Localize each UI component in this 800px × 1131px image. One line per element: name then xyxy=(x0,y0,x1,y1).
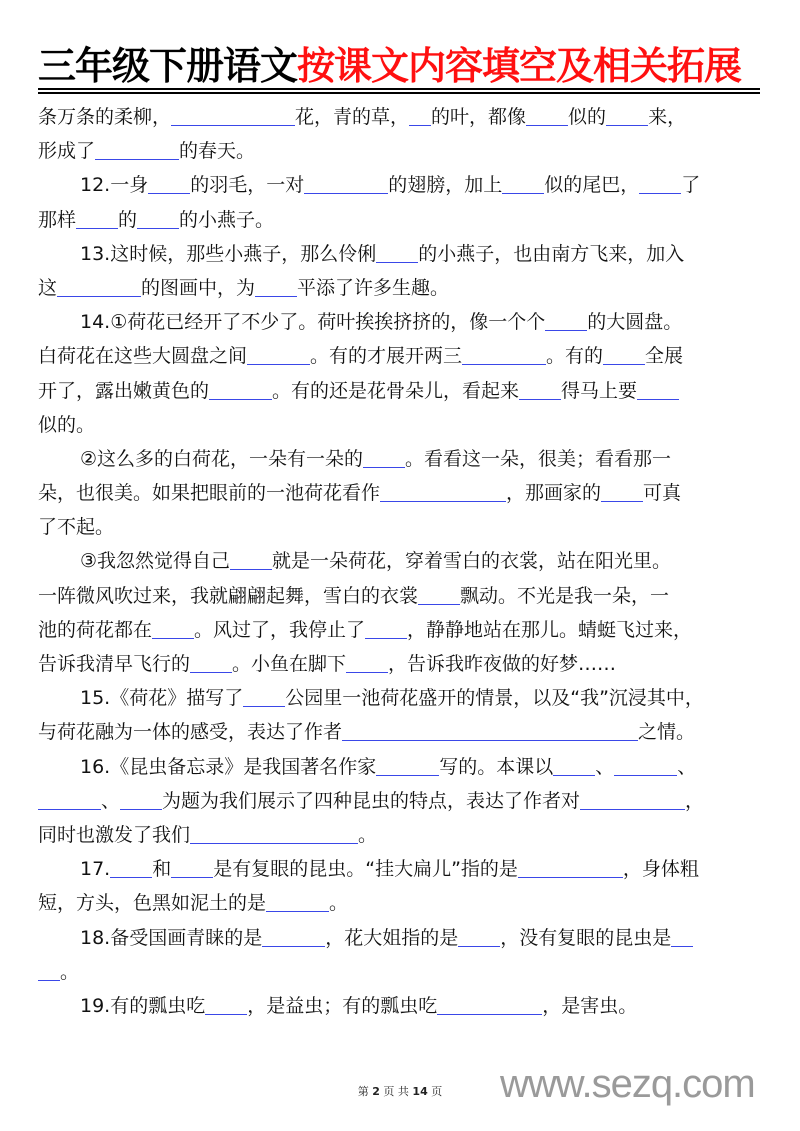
text-line xyxy=(38,168,763,202)
fill-in-blank[interactable] xyxy=(171,105,295,126)
fill-in-blank[interactable] xyxy=(209,379,272,400)
fill-in-blank[interactable] xyxy=(304,173,388,194)
line-text: 了不起。 xyxy=(38,516,115,539)
fill-in-blank[interactable] xyxy=(409,105,431,126)
line-text: 的翅膀，加上 xyxy=(388,174,503,197)
fill-in-blank[interactable] xyxy=(519,379,561,400)
line-text: ②这么多的白荷花，一朵有一朵的 xyxy=(80,447,364,470)
line-text: 形成了 xyxy=(38,140,96,163)
fill-in-blank[interactable] xyxy=(137,208,179,229)
line-text: 一阵微风吹过来，我就翩翩起舞，雪白的衣裳 xyxy=(38,584,419,607)
fill-in-blank[interactable] xyxy=(247,344,310,365)
line-text: 的图画中，为 xyxy=(141,276,256,299)
line-text: 19.有的瓢虫吃 xyxy=(80,994,206,1017)
line-text: ，没有复眼的昆虫是 xyxy=(500,926,672,949)
line-text: 的叶，都像 xyxy=(431,106,527,128)
line-text: 平添了许多生趣。 xyxy=(297,276,450,299)
line-text: 为题为我们展示了四种昆虫的特点，表达了作者对 xyxy=(162,789,581,812)
line-text: 。有的 xyxy=(546,345,604,368)
text-line xyxy=(38,544,763,578)
text-line xyxy=(38,374,763,408)
fill-in-blank[interactable] xyxy=(376,755,439,776)
text-line xyxy=(38,442,763,476)
line-text: 那样 xyxy=(38,208,77,231)
line-text: 的 xyxy=(118,208,138,231)
footer-suffix: 页 xyxy=(431,1085,443,1098)
line-text: 的羽毛，一对 xyxy=(190,174,305,197)
footer-prefix: 第 xyxy=(357,1085,369,1098)
fill-in-blank[interactable] xyxy=(110,857,152,878)
watermark: www.sezq.com xyxy=(500,1062,755,1106)
line-text: 似的尾巴， xyxy=(544,174,640,197)
line-text: 与荷花融为一体的感受，表达了作者 xyxy=(38,721,343,744)
text-line xyxy=(38,203,763,237)
line-text: 公园里一池荷花盛开的情景，以及“我”沉浸其中， xyxy=(285,687,704,710)
line-text: 的春天。 xyxy=(179,140,256,163)
fill-in-blank[interactable] xyxy=(376,242,418,263)
text-line xyxy=(38,510,763,544)
fill-in-blank[interactable] xyxy=(205,994,247,1015)
total-pages: 14 xyxy=(412,1085,428,1098)
line-text: 、 xyxy=(677,755,697,778)
title-divider-bottom xyxy=(38,92,760,94)
fill-in-blank[interactable] xyxy=(365,618,407,639)
line-text: ③我忽然觉得自己 xyxy=(80,550,231,573)
fill-in-blank[interactable] xyxy=(148,173,190,194)
fill-in-blank[interactable] xyxy=(603,344,645,365)
line-text: 。风过了，我停止了 xyxy=(194,618,366,641)
text-line xyxy=(38,715,763,749)
fill-in-blank[interactable] xyxy=(346,652,388,673)
fill-in-blank[interactable] xyxy=(120,789,162,810)
text-line xyxy=(38,271,763,305)
line-text: 和 xyxy=(152,858,172,881)
fill-in-blank[interactable] xyxy=(255,276,297,297)
line-text: 12.一身 xyxy=(80,174,149,197)
line-text: ，身体粗 xyxy=(622,858,699,881)
text-line xyxy=(38,921,763,955)
fill-in-blank[interactable] xyxy=(518,857,623,878)
line-text: 朵，也很美。如果把眼前的一池荷花看作 xyxy=(38,482,381,505)
text-line xyxy=(38,237,763,271)
line-text: 13.这时候，那些小燕子，那么伶俐 xyxy=(80,242,377,265)
text-line xyxy=(38,750,763,784)
fill-in-blank[interactable] xyxy=(38,960,60,981)
line-text: 。 xyxy=(60,960,80,983)
fill-in-blank[interactable] xyxy=(57,276,141,297)
fill-in-blank[interactable] xyxy=(95,139,179,160)
line-text: 。看看这一朵，很美；看看那一 xyxy=(405,447,672,470)
text-line xyxy=(38,681,763,715)
fill-in-blank[interactable] xyxy=(614,755,677,776)
fill-in-blank[interactable] xyxy=(545,310,587,331)
document-title xyxy=(38,44,760,88)
fill-in-blank[interactable] xyxy=(76,208,118,229)
line-text: 就是一朵荷花，穿着雪白的衣裳，站在阳光里。 xyxy=(272,550,672,573)
fill-in-blank[interactable] xyxy=(342,720,638,741)
line-text: 的小燕子。 xyxy=(179,208,275,231)
fill-in-blank[interactable] xyxy=(418,584,460,605)
fill-in-blank[interactable] xyxy=(266,891,329,912)
line-text: 16.《昆虫备忘录》是我国著名作家 xyxy=(80,755,377,778)
line-text: 来， xyxy=(648,106,687,128)
line-text: 短，方头，色黑如泥土的是 xyxy=(38,892,267,915)
fill-in-blank[interactable] xyxy=(38,789,101,810)
text-line xyxy=(38,408,763,442)
fill-in-blank[interactable] xyxy=(671,926,693,947)
line-text: ，告诉我昨夜做的好梦…… xyxy=(388,653,617,675)
title-red-part: 按课文内容填空及相关拓展 xyxy=(297,44,742,88)
fill-in-blank[interactable] xyxy=(437,994,542,1015)
fill-in-blank[interactable] xyxy=(171,857,213,878)
fill-in-blank[interactable] xyxy=(152,618,194,639)
line-text: 写的。本课以 xyxy=(439,755,554,778)
text-line xyxy=(38,134,763,168)
line-text: 的小燕子，也由南方飞来，加入 xyxy=(418,242,685,265)
text-line xyxy=(38,476,763,510)
fill-in-blank[interactable] xyxy=(230,549,272,570)
fill-in-blank[interactable] xyxy=(363,447,405,468)
text-line xyxy=(38,852,763,886)
worksheet-body xyxy=(38,100,763,1023)
title-black-part: 三年级下册语文 xyxy=(38,44,298,88)
line-text: 可真 xyxy=(643,482,682,505)
line-text: 飘动。不光是我一朵，一 xyxy=(460,584,670,607)
line-text: 池的荷花都在 xyxy=(38,618,153,641)
line-text: ， xyxy=(685,789,705,812)
line-text: 得马上要 xyxy=(561,379,638,402)
line-text: 之情。 xyxy=(638,721,696,744)
line-text: 、 xyxy=(595,755,615,778)
line-text: ，是益虫；有的瓢虫吃 xyxy=(247,994,438,1017)
text-line xyxy=(38,579,763,613)
fill-in-blank[interactable] xyxy=(580,789,685,810)
line-text: 同时也激发了我们 xyxy=(38,823,191,846)
fill-in-blank[interactable] xyxy=(262,926,325,947)
line-text: 。 xyxy=(358,823,378,846)
text-line xyxy=(38,100,763,134)
text-line xyxy=(38,955,763,989)
line-text: 的大圆盘。 xyxy=(587,311,683,334)
line-text: 。 xyxy=(329,892,349,915)
fill-in-blank[interactable] xyxy=(380,481,506,502)
fill-in-blank[interactable] xyxy=(243,686,285,707)
line-text: 。小鱼在脚下 xyxy=(232,653,347,675)
line-text: 15.《荷花》描写了 xyxy=(80,687,244,710)
line-text: 、 xyxy=(101,789,121,812)
text-line xyxy=(38,613,763,647)
text-line xyxy=(38,647,763,681)
text-line xyxy=(38,818,763,852)
line-text: 17. xyxy=(80,858,111,881)
text-line xyxy=(38,989,763,1023)
line-text: ，静静地站在那儿。蜻蜓飞过来， xyxy=(407,618,693,641)
line-text: 似的。 xyxy=(38,413,96,436)
text-line xyxy=(38,339,763,373)
line-text: 了 xyxy=(681,174,701,197)
fill-in-blank[interactable] xyxy=(502,173,544,194)
line-text: ，是害虫。 xyxy=(542,994,638,1017)
line-text: 白荷花在这些大圆盘之间 xyxy=(38,345,248,368)
line-text: 是有复眼的昆虫。“挂大扁儿”指的是 xyxy=(213,858,518,881)
fill-in-blank[interactable] xyxy=(637,379,679,400)
fill-in-blank[interactable] xyxy=(526,105,568,126)
line-text: 似的 xyxy=(568,106,607,128)
fill-in-blank[interactable] xyxy=(458,926,500,947)
footer-middle: 页 共 xyxy=(383,1085,409,1098)
line-text: 告诉我清早飞行的 xyxy=(38,653,191,675)
fill-in-blank[interactable] xyxy=(601,481,643,502)
line-text: 14.①荷花已经开了不少了。荷叶挨挨挤挤的，像一个个 xyxy=(80,311,546,334)
line-text: 18.备受国画青睐的是 xyxy=(80,926,263,949)
line-text: 条万条的柔柳， xyxy=(38,106,172,128)
fill-in-blank[interactable] xyxy=(639,173,681,194)
text-line xyxy=(38,886,763,920)
page-number: 2 xyxy=(372,1085,380,1098)
line-text: ，花大姐指的是 xyxy=(325,926,459,949)
fill-in-blank[interactable] xyxy=(190,823,358,844)
fill-in-blank[interactable] xyxy=(462,344,546,365)
line-text: 这 xyxy=(38,276,58,299)
line-text: 。有的还是花骨朵儿，看起来 xyxy=(272,379,520,402)
fill-in-blank[interactable] xyxy=(190,652,232,673)
text-line xyxy=(38,305,763,339)
title-divider-top xyxy=(38,88,760,90)
line-text: 。有的才展开两三 xyxy=(310,345,463,368)
fill-in-blank[interactable] xyxy=(606,105,648,126)
line-text: 全展 xyxy=(645,345,684,368)
text-line xyxy=(38,784,763,818)
line-text: ，那画家的 xyxy=(506,482,602,505)
line-text: 开了，露出嫩黄色的 xyxy=(38,379,210,402)
line-text: 花，青的草， xyxy=(295,106,410,128)
fill-in-blank[interactable] xyxy=(553,755,595,776)
